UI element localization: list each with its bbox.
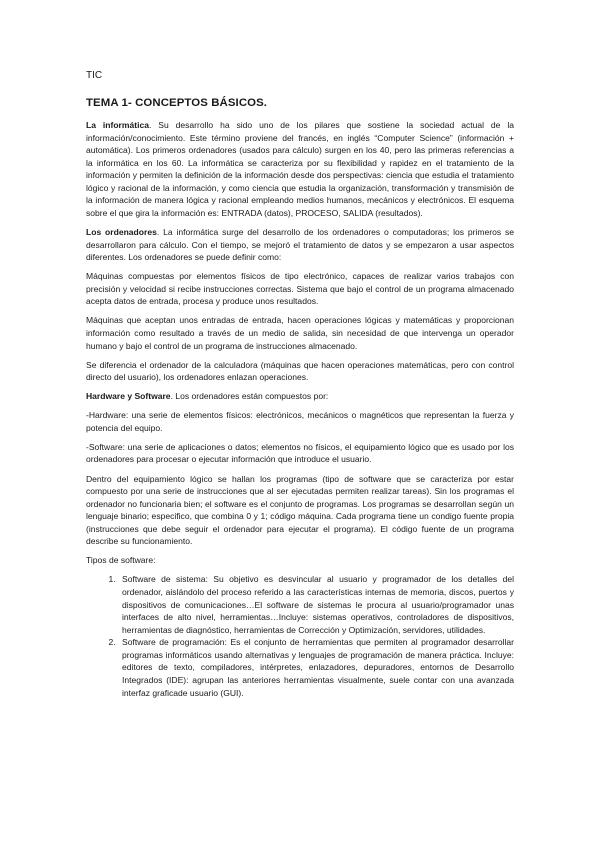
term-ordenadores: Los ordenadores: [86, 227, 157, 237]
paragraph-hardware: -Hardware: una serie de elementos físicos: electrónicos, mecánicos o magnéticos que representan la fuerza y potencia del equipo.: [86, 410, 514, 433]
list-item: 2. Software de programación: Es el conjunto de herramientas que permiten al programador desarrollar programas informáticos usando alternativas y lenguajes de programación de manera práctica. Incluye: editores de texto, compiladores, intérpretes, enlazadores, depuradores, entornos de Desarrollo Integrados (IDE): agrupan las anteriores herramientas visualmente, suele contar con una avanzada interfaz graficade usuario (GUI).: [118, 636, 514, 699]
paragraph-text: . Su desarrollo ha sido uno de los pilares que sostiene la sociedad actual de la información/conocimiento. Este término proviene del francés, en inglés “Computer Science” (información + automática). Los primeros ordenadores (usados para cálculo) surgen en los 40, pero las primeras referencias a la informática en los 60. La informática se caracteriza por su flexibilidad y rapidez en el tratamiento de la información y permiten la definición de la información desde dos perspectivas: ciencia que estudia el tratamiento lógico y racional de la información, y como ciencia que estudia la organización, transformación y transmisión de la información de manera lógica y racional empleando medios humanos, mecánicos y electrónicos. El esquema sobre el que gira la información es: ENTRADA (datos), PROCESO, SALIDA (resultados).: [86, 120, 514, 218]
paragraph-text: . Los ordenadores están compuestos por:: [170, 391, 329, 402]
paragraph-informatica: [86, 119, 514, 220]
paragraph-definition-2: Máquinas que aceptan unos entradas de entrada, hacen operaciones lógicas y matemáticas y proporcionan información como resultado a través de un medio de salida, sin necesidad de que intervenga un operador humano y bajo el control de un programa de instrucciones almacenado.: [86, 315, 514, 351]
term-hardware-software: Hardware y Software: [86, 391, 171, 402]
paragraph-text: . La informática surge del desarrollo de los ordenadores o computadoras; los primeros se desarrollaron para cálculo. Con el tiempo, se mejoró el tratamiento de datos y se empezaron a usar aspectos diferentes. Los ordenadores se puede definir como:: [86, 227, 515, 263]
software-types-list: [86, 573, 514, 699]
paragraph-hardware-software: [86, 390, 514, 403]
paragraph-tipos-software: Tipos de software:: [86, 555, 156, 566]
page-header: TIC: [86, 70, 103, 81]
document-page: [86, 70, 514, 699]
section-title: TEMA 1- CONCEPTOS BÁSICOS.: [86, 97, 268, 109]
paragraph-software: -Software: una serie de aplicaciones o datos; elementos no físicos, el equipamiento lógico que es usado por los ordenadores para procesar o ejecutar información que introduce el usuario.: [86, 441, 514, 465]
paragraph-ordenadores: [86, 226, 514, 264]
paragraph-definition-1: Máquinas compuestas por elementos físicos de tipo electrónico, capaces de realizar varios trabajos con precisión y velocidad si recibe instrucciones correctas. Sistema que bajo el control de un programa almacenado acepta datos de entrada, procesa y produce unos resultados.: [86, 271, 514, 307]
paragraph-calculadora: Se diferencia el ordenador de la calculadora (máquinas que hacen operaciones matemáticas, pero con control directo del usuario), los ordenadores enlazan operaciones.: [86, 359, 514, 383]
paragraph-programas: Dentro del equipamiento lógico se hallan los programas (tipo de software que se caracteriza por estar compuesto por una serie de instrucciones que al ser ejecutadas permiten realizar tareas). Sin los programas el ordenador no funcionaria bien; el software es el conjunto de programas. Los programas se desarrollan según un lenguaje binario; especifico, que combina 0 y 1; código máquina. Cada programa tiene un condigo fuente propia (instrucciones que debe seguir el ordenador para ejecutar el programa). El código fuente de un programa describe su funcionamiento.: [86, 473, 514, 547]
term-informatica: La informática: [86, 120, 149, 130]
list-item: 1. Software de sistema: Su objetivo es desvincular al usuario y programador de los detalles del ordenador, aislándolo del proceso referido a las características internas de memoria, discos, puertos y dispositivos de comunicaciones…El software de sistemas le procura al usuario/programador unas interfaces de alto nivel, herramientas…Incluye: sistemas operativos, controladores de dispositivos, herramientas de diagnóstico, herramientas de Corrección y Optimización, servidores, utilidades.: [118, 573, 514, 636]
